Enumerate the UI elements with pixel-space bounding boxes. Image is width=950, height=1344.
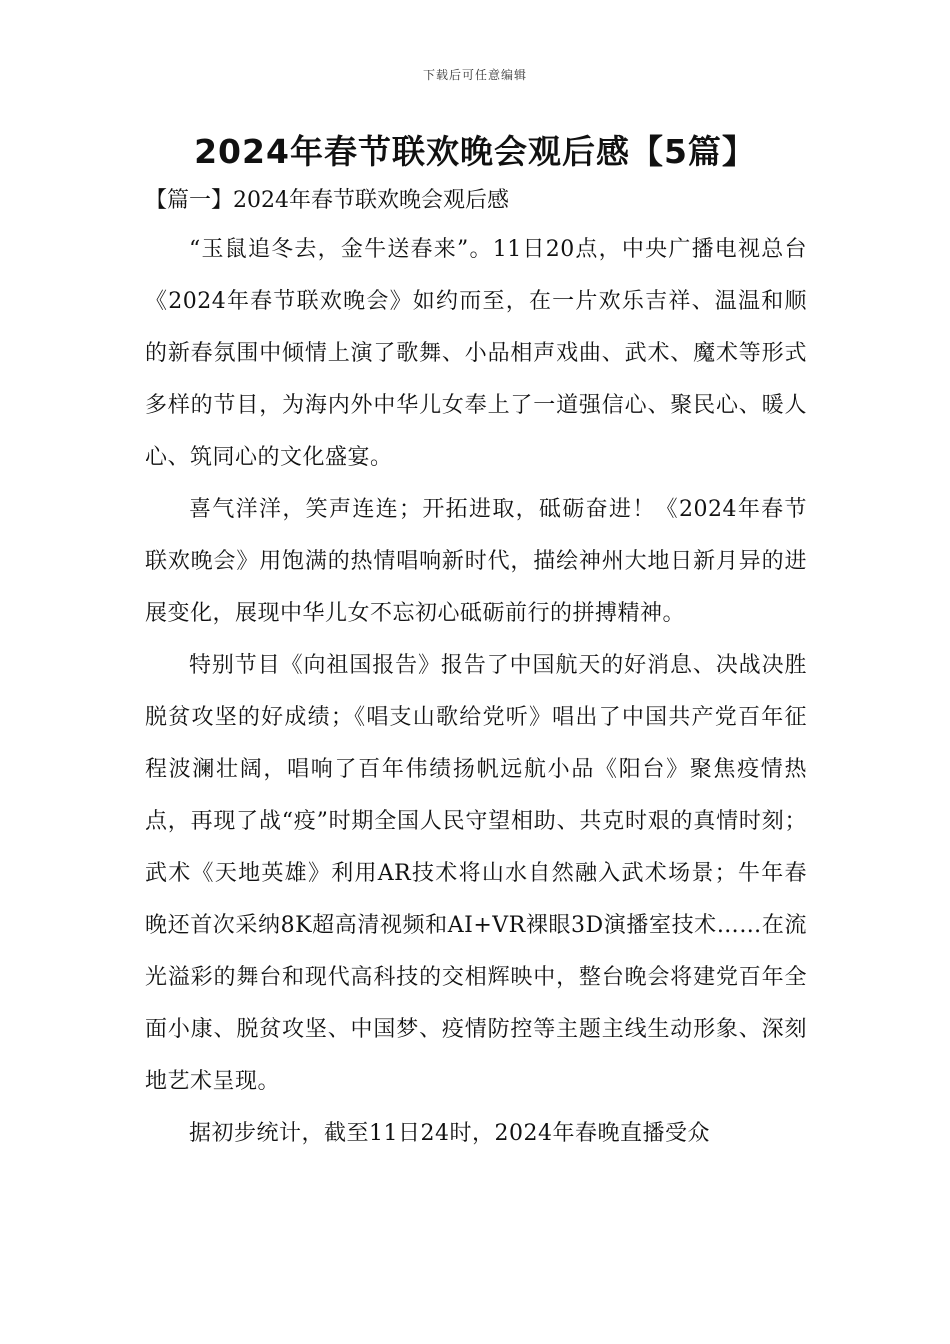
paragraph-1: “玉鼠追冬去，金牛送春来”。11日20点，中央广播电视总台《2024年春节联欢晚会》如约而至，在一片欢乐吉祥、温温和顺的新春氛围中倾情上演了歌舞、小品相声戏曲、武术、魔术等形式多样的节目，为海内外中华儿女奉上了一道强信心、聚民心、暖人心、筑同心的文化盛宴。 xyxy=(145,237,807,470)
header-note: 下载后可任意编辑 xyxy=(422,68,527,82)
paragraph-2: 喜气洋洋，笑声连连；开拓进取，砥砺奋进！《2024年春节联欢晚会》用饱满的热情唱响新时代，描绘神州大地日新月异的进展变化，展现中华儿女不忘初心砥砺前行的拼搏精神。 xyxy=(145,497,807,626)
section-heading: 【篇一】2024年春节联欢晚会观后感 xyxy=(145,188,509,213)
document-title: 2024年春节联欢晚会观后感【5篇】 xyxy=(194,132,756,171)
paragraph-3: 特别节目《向祖国报告》报告了中国航天的好消息、决战决胜脱贫攻坚的好成绩；《唱支山歌给党听》唱出了中国共产党百年征程波澜壮阔，唱响了百年伟绩扬帆远航小品《阳台》聚焦疫情热点，再现了战“疫”时期全国人民守望相助、共克时艰的真情时刻；武术《天地英雄》利用AR技术将山水自然融入武术场景；牛年春晚还首次采纳8K超高清视频和AI+VR裸眼3D演播室技术……在流光溢彩的舞台和现代高科技的交相辉映中，整台晚会将建党百年全面小康、脱贫攻坚、中国梦、疫情防控等主题主线生动形象、深刻地艺术呈现。 xyxy=(145,653,807,1094)
paragraph-4: 据初步统计，截至11日24时，2024年春晚直播受众 xyxy=(189,1121,710,1146)
body-text xyxy=(145,224,807,1160)
